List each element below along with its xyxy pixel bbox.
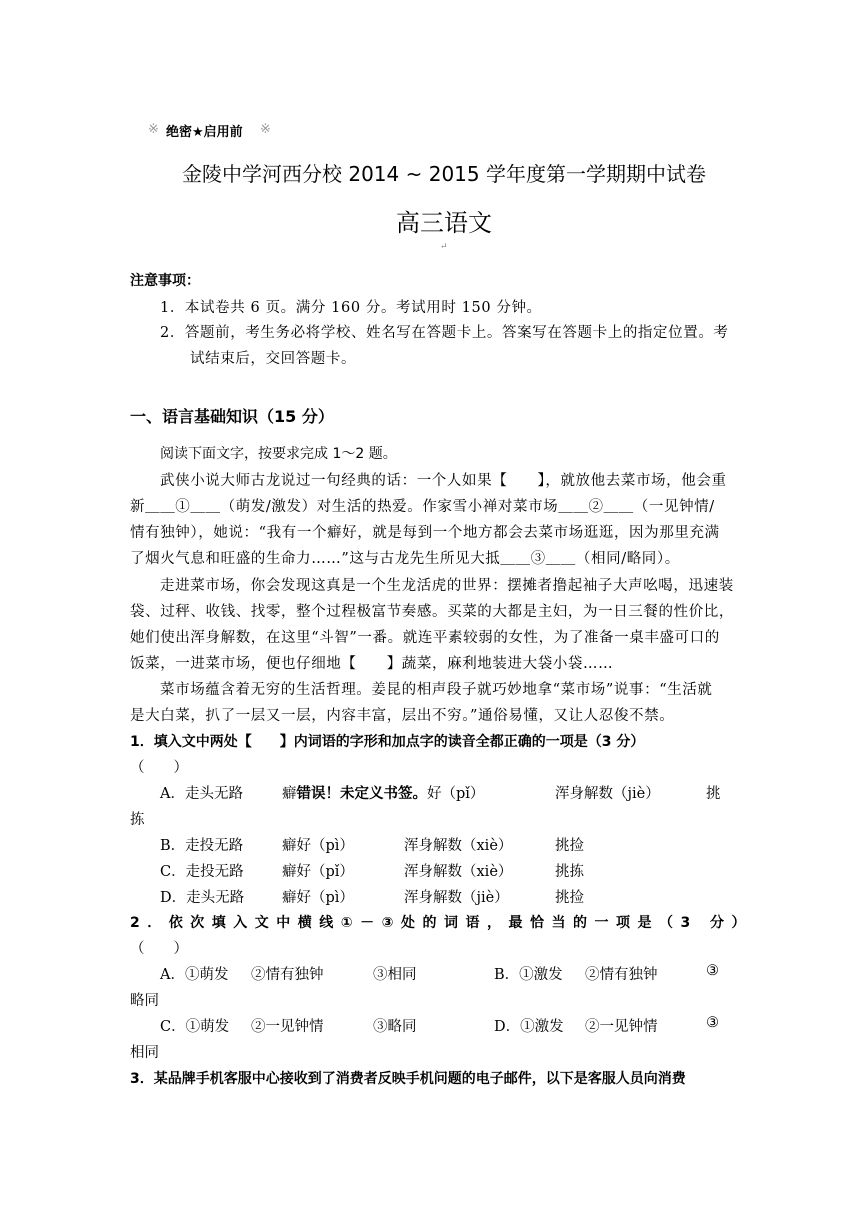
q1-option-d-col1: D．走头无路 — [160, 890, 245, 906]
q1-option-a-col4-wrap: 拣 — [130, 812, 145, 828]
passage-line: 新＿＿①＿＿（萌发/激发）对生活的热爱。作家雪小禅对菜市场＿＿②＿＿（一见钟情/ — [130, 499, 715, 515]
q1-option-b-col4: 挑捡 — [555, 838, 584, 854]
exam-title — [182, 158, 706, 187]
q2-option-c-col2: ②一见钟情 — [251, 1019, 324, 1035]
q2-option-d-col2: ②一见钟情 — [585, 1019, 658, 1035]
q2-option-b-col3: ③ — [706, 963, 719, 979]
exam-subtitle: 高三语文 — [396, 209, 492, 237]
asterisk-mark-right: ※ — [260, 122, 271, 137]
q1-option-d-col3: 浑身解数（jiè） — [404, 890, 509, 906]
asterisk-mark-left: ※ — [148, 122, 159, 137]
q1-option-c-col2: 癖好（pǐ） — [282, 864, 354, 880]
notice-item-2-line2: 试结束后，交回答题卡。 — [190, 351, 357, 367]
q1-option-d-col4: 挑捡 — [555, 890, 584, 906]
passage-line: 武侠小说大师古龙说过一句经典的话：一个人如果【 】，就放他去菜市场，他会重 — [160, 473, 727, 489]
question-1-paren: （ ） — [130, 760, 188, 776]
question-2-stem: 2．依次填入文中横线①－③处的词语，最恰当的一项是（3 分） — [130, 915, 754, 931]
section-instruction: 阅读下面文字，按要求完成 1～2 题。 — [160, 446, 397, 462]
passage-line: 情有独钟），她说：“我有一个癖好，就是每到一个地方都会去菜市场逛逛，因为那里充满 — [130, 525, 720, 541]
q1-option-a-col1: A．走头无路 — [160, 786, 243, 802]
q1-option-a-col3: 浑身解数（jiè） — [555, 786, 660, 802]
q1-option-a-col2: 癖错误！未定义书签。好（pǐ） — [282, 786, 485, 802]
q1-option-d-col2: 癖好（pì） — [282, 890, 354, 906]
question-3-stem: 3．某品牌手机客服中心接收到了消费者反映手机问题的电子邮件，以下是客服人员向消费 — [130, 1071, 686, 1087]
passage-line: 饭菜，一进菜市场，便也仔细地【 】蔬菜，麻利地装进大袋小袋…… — [130, 656, 614, 672]
secret-label: 绝密★启用前 — [166, 125, 243, 140]
question-2-paren: （ ） — [130, 941, 188, 957]
passage-line: 是大白菜，扒了一层又一层，内容丰富，层出不穷。”通俗易懂，又让人忍俊不禁。 — [130, 708, 675, 724]
q2-option-d-col3-wrap: 相同 — [130, 1045, 159, 1061]
exam-title-text: 金陵中学河西分校 2014 ~ 2015 学年度第一学期期中试卷 — [182, 162, 706, 186]
q2-option-a-col3: ③相同 — [373, 967, 417, 983]
q1-option-c-col4: 挑拣 — [555, 864, 584, 880]
q2-option-c-col1: C．①萌发 — [160, 1019, 230, 1035]
q1-option-a-col4: 挑 — [706, 786, 721, 802]
error-bookmark-text: 错误！未定义书签。 — [296, 786, 427, 802]
question-1-stem: 1．填入文中两处【 】内词语的字形和加点字的读音全都正确的一项是（3 分） — [130, 734, 645, 750]
passage-line: 菜市场蕴含着无穷的生活哲理。姜昆的相声段子就巧妙地拿“菜市场”说事：“生活就 — [160, 682, 713, 698]
paragraph-mark: ↵ — [440, 242, 448, 252]
notice-item-1: 1．本试卷共 6 页。满分 160 分。考试用时 150 分钟。 — [160, 300, 542, 316]
q2-option-a-col1: A．①萌发 — [160, 967, 229, 983]
passage-line: 她们使出浑身解数，在这里“斗智”一番。就连平素较弱的女性，为了准备一桌丰盛可口的 — [130, 630, 720, 646]
q1-option-c-col1: C．走投无路 — [160, 864, 244, 880]
q1-option-c-col3: 浑身解数（xiè） — [404, 864, 513, 880]
q2-option-c-col3: ③略同 — [373, 1019, 417, 1035]
q2-option-b-col3-wrap: 略同 — [130, 993, 159, 1009]
q2-option-b-col1: B．①激发 — [494, 967, 563, 983]
q2-option-d-col1: D．①激发 — [494, 1019, 564, 1035]
q2-option-a-col2: ②情有独钟 — [251, 967, 324, 983]
passage-line: 走进菜市场，你会发现这真是一个生龙活虎的世界：摆摊者撸起袖子大声吆喝，迅速装 — [160, 578, 734, 594]
q1-option-b-col1: B．走投无路 — [160, 838, 244, 854]
notice-item-2-line1: 2．答题前，考生务必将学校、姓名写在答题卡上。答案写在答题卡上的指定位置。考 — [160, 325, 729, 341]
passage-line: 了烟火气息和旺盛的生命力……”这与古龙先生所见大抵＿＿③＿＿（相同/略同）。 — [130, 551, 680, 567]
section-heading: 一、语言基础知识（15 分） — [130, 407, 334, 426]
passage-line: 袋、过秤、收钱、找零，整个过程极富节奏感。买菜的大都是主妇，为一日三餐的性价比， — [130, 604, 734, 620]
q2-option-b-col2: ②情有独钟 — [585, 967, 658, 983]
notice-heading: 注意事项： — [130, 273, 200, 289]
q1-option-b-col2: 癖好（pì） — [282, 838, 354, 854]
q1-option-b-col3: 浑身解数（xiè） — [404, 838, 513, 854]
q2-option-d-col3: ③ — [706, 1015, 719, 1031]
